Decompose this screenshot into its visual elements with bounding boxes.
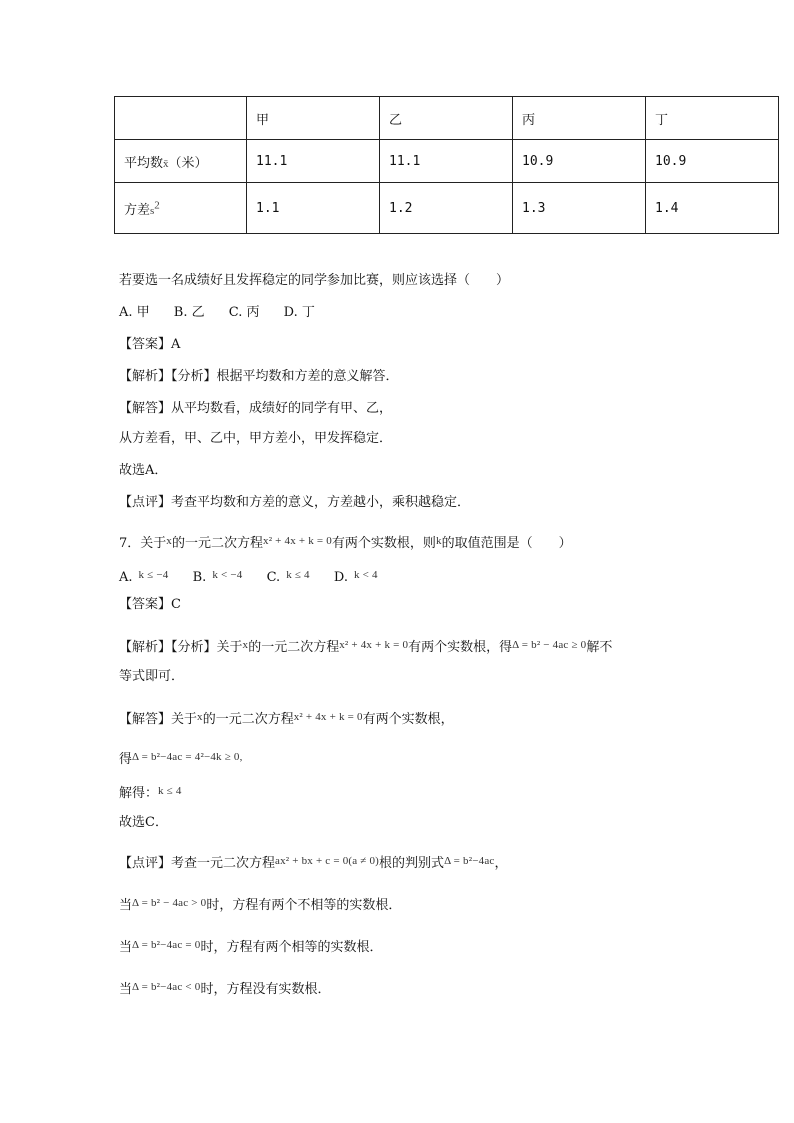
table-header-cell: 丙 xyxy=(513,97,646,140)
option-a: A. 甲 xyxy=(119,305,150,320)
q6-analysis: 【解析】【分析】根据平均数和方差的意义解答． xyxy=(119,369,399,384)
q7-options xyxy=(119,566,398,587)
row-label-variance: 方差$s^2$ xyxy=(115,183,247,234)
table-cell: 1.2 xyxy=(380,183,513,234)
row-label-mean: 平均数x̄（米） xyxy=(115,140,247,183)
q6-options xyxy=(119,304,335,322)
statistics-table xyxy=(114,96,779,234)
table-row-variance xyxy=(115,183,779,234)
option-b: B. 乙 xyxy=(173,305,205,320)
q7-case-zero: 当$^{\Delta = b^2-4ac = 0}$时，方程有两个相等的实数根． xyxy=(119,939,383,955)
table-cell: 11.1 xyxy=(247,140,380,183)
mean-unit: （米） xyxy=(168,155,208,171)
math-equation: x² + 4x + k = 0 xyxy=(263,535,332,547)
table-row-mean xyxy=(115,140,779,183)
q7-question: 7．关于$^x$的一元二次方程$^{x^2 + 4x + k = 0}$有两个实数根，则$^k$的取值范围是（ ） xyxy=(119,535,572,551)
q6-solution-line-1: 【解答】从平均数看，成绩好的同学有甲、乙， xyxy=(119,401,393,416)
table-header-cell: 甲 xyxy=(247,97,380,140)
table-cell: 10.9 xyxy=(513,140,646,183)
q7-answer: 【答案】C xyxy=(119,597,181,612)
q6-solution-line-2: 从方差看，甲、乙中，甲方差小，甲发挥稳定． xyxy=(119,431,393,446)
q7-solve: 解得：$^{k \le 4}$ xyxy=(119,785,182,801)
option-d: D. $^{k < 4}$ xyxy=(333,569,378,585)
table-corner-cell xyxy=(115,97,247,140)
q7-conclusion: 故选C． xyxy=(119,815,168,830)
q7-comment: 【点评】考查一元二次方程$^{ax^2 + bx + c = 0(a \ne 0)}$根的判别式$^{\Delta = b^2-4ac}$， xyxy=(119,855,508,871)
variance-exponent: 2 xyxy=(154,199,160,212)
q6-question: 若要选一名成绩好且发挥稳定的同学参加比赛，则应该选择（ ） xyxy=(119,273,510,288)
q7-solution: 【解答】关于$^x$的一元二次方程$^{x^2 + 4x + k = 0}$有两个实数根， xyxy=(119,711,454,727)
option-d: D. 丁 xyxy=(283,305,315,320)
math-var: k xyxy=(435,535,442,547)
table-header-cell: 丁 xyxy=(646,97,779,140)
q7-case-negative: 当$^{\Delta = b^2-4ac < 0}$时，方程没有实数根． xyxy=(119,981,331,997)
option-c: C. 丙 xyxy=(228,305,260,320)
q7-case-positive: 当$^{\Delta = b^2 - 4ac > 0}$时，方程有两个不相等的实数根． xyxy=(119,897,402,913)
q7-derivation: 得$^{\Delta = b^2-4ac = 4^2-4k \ge 0,}$ xyxy=(119,751,243,767)
table-header-cell: 乙 xyxy=(380,97,513,140)
table-cell: 1.1 xyxy=(247,183,380,234)
table-cell: 11.1 xyxy=(380,140,513,183)
option-b: B. $^{k < -4}$ xyxy=(192,569,243,585)
option-c: C. $^{k \le 4}$ xyxy=(266,569,310,585)
variance-symbol: s xyxy=(150,204,155,217)
q7-analysis: 【解析】【分析】关于$^x$的一元二次方程$^{x^2 + 4x + k = 0}$有两个实数根，得$^{\Delta = b^2 - 4ac \ge 0}$解不 xyxy=(119,639,613,655)
table-cell: 1.3 xyxy=(513,183,646,234)
mean-symbol: x̄ xyxy=(163,157,169,170)
q6-answer: 【答案】A xyxy=(119,337,181,352)
math-var: x xyxy=(166,535,172,547)
q7-analysis-line-2: 等式即可． xyxy=(119,669,185,684)
table-header-row xyxy=(115,97,779,140)
option-a: A. $^{k \le -4}$ xyxy=(119,569,169,585)
table-cell: 1.4 xyxy=(646,183,779,234)
table-cell: 10.9 xyxy=(646,140,779,183)
q6-conclusion: 故选A． xyxy=(119,463,168,478)
q6-comment: 【点评】考查平均数和方差的意义，方差越小，乘积越稳定． xyxy=(119,495,471,510)
